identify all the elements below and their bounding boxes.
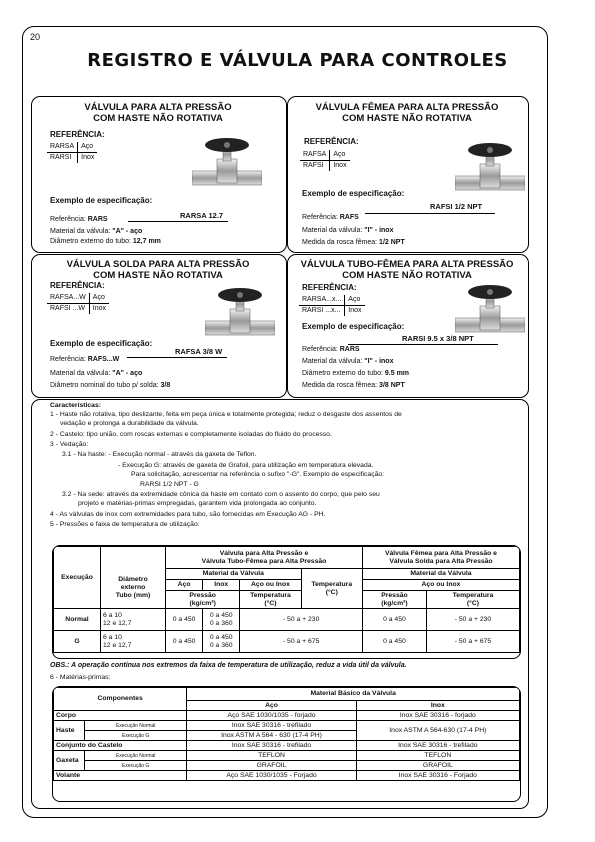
table-row: Haste Execução Normal Inox SAE 30316 - trefilado Inox ASTM A 564-630 (17-4 PH) — [54, 721, 520, 731]
box4-line-2: Material da válvula: "I" - inox — [302, 358, 394, 365]
box4-code: RARSI 9.5 x 3/8 NPT — [402, 334, 474, 343]
box2-line-3: Medida da rosca fêmea: 1/2 NPT — [302, 239, 405, 246]
box1-ref-table: RARSA Aço RARSI Inox — [47, 142, 97, 163]
materials-table: Componentes Material Básico da Válvula Aço Inox Corpo Aço SAE 1030/1035 - forjado Inox SAE 30316 - forjado Haste Execução Normal Inox SAE 30316 - trefilado Inox ASTM A 564-630 (17-4 PH) Execução G Inox ASTM A 564 - 630 (17-4 PH) Conjunto do Castelo Inox SAE 30316 - trefilado Inox SAE 30316 - trefilado Gaxeta Execução Normal TEFLON TEFLON Execução G GRAFOIL GRAFOIL Volante Aço SAE 1030/1035 - Forjado Inox SAE 30316 - Forjado — [52, 686, 521, 802]
char-line: 3 - Vedação: — [50, 441, 89, 448]
box3-ref-table: RAFSA...W Aço RAFSI ...W Inox — [47, 293, 109, 314]
box1-ref-label: REFERÊNCIA: — [50, 130, 105, 139]
char-line: 5 - Pressões e faixa de temperatura de utilização: — [50, 521, 200, 528]
char-line: 1 - Haste não rotativa, tipo deslizante, feita em peça única e totalmente protegida; reduz o desgaste dos assentos de — [50, 411, 402, 418]
pressure-table: Execução Válvula para Alta Pressão e Válvula Tubo-Fêmea para Alta Pressão Válvula Fêmea para Alta Pressão e Válvula Solda para Alta Pressão Diâmetro externo Tubo (mm) Material da Válvula Temperatura (°C) Material da Válvula Aço Inox Aço ou Inox Aço ou Inox Pressão (kg/cm²) Temperatura (°C) Pressão (kg/cm²) Temperatura (°C) Normal 6 a 10 12 e 12,7 0 a 450 0 a 450 0 a 360 - 50 a + 230 0 a 450 - 50 a + 230 G 6 a 10 12 e 12,7 0 a 450 0 a 450 0 a 360 - 50 a + 675 0 a 450 - 50 a + 675 — [52, 545, 521, 659]
char-line: 2 - Castelo: tipo união, com roscas externas e completamente isoladas do fluido do processo. — [50, 431, 332, 438]
box2-spec-label: Exemplo de especificação: — [302, 189, 405, 198]
char-line: RARSI 1/2 NPT - G — [140, 481, 199, 488]
char-line: vedação e prolonga a durabilidade da válvula. — [60, 420, 199, 427]
box1-title: VÁLVULA PARA ALTA PRESSÃO COM HASTE NÃO ROTATIVA — [84, 102, 232, 124]
box4-line-4: Medida da rosca fêmea: 3/8 NPT — [302, 382, 405, 389]
valve-image — [455, 282, 525, 337]
table-row: Corpo Aço SAE 1030/1035 - forjado Inox SAE 30316 - forjado — [54, 711, 520, 721]
box4-line-1: Referência: RARS — [302, 346, 360, 353]
page-number: 20 — [30, 32, 41, 42]
box3-ref-label: REFERÊNCIA: — [50, 281, 105, 290]
box2-line-1: Referência: RAFS — [302, 214, 359, 221]
box4-ref-table: RARSA...x... Aço RARSI ...x... Inox — [299, 295, 365, 316]
box3-title: VÁLVULA SOLDA PARA ALTA PRESSÃO COM HASTE NÃO ROTATIVA — [66, 259, 250, 281]
box4-ref-label: REFERÊNCIA: — [302, 283, 357, 292]
box2-title: VÁLVULA FÊMEA PARA ALTA PRESSÃO COM HASTE NÃO ROTATIVA — [315, 102, 499, 124]
char-line: 4 - As válvulas de inox com extremidades para tubo, são fornecidas em Execução AG - PH. — [50, 511, 326, 518]
char-line: 3.2 - Na sede: através da extremidade cônica da haste em contato com o assento do corpo, que pelo seu — [62, 491, 380, 498]
box4-line-3: Diâmetro externo do tubo: 9.5 mm — [302, 370, 410, 377]
char-line: 3.1 - Na haste: - Execução normal - através da gaxeta de Teflon. — [62, 451, 257, 458]
box2-line-2: Material da válvula: "I" - inox — [302, 227, 394, 234]
table-row: Gaxeta Execução Normal TEFLON TEFLON — [54, 751, 520, 761]
valve-image — [205, 285, 275, 340]
box1-line-1: Referência: RARS — [50, 216, 108, 223]
box2-code: RAFSI 1/2 NPT — [430, 202, 483, 211]
box1-line-3: Diâmetro externo do tubo: 12,7 mm — [50, 238, 161, 245]
box1-spec-label: Exemplo de especificação: — [50, 196, 153, 205]
table-row: Volante Aço SAE 1030/1035 - Forjado Inox SAE 30316 - Forjado — [54, 771, 520, 781]
table-row: Conjunto do Castelo Inox SAE 30316 - trefilado Inox SAE 30316 - trefilado — [54, 741, 520, 751]
box3-code: RAFSA 3/8 W — [175, 347, 223, 356]
table-row: Normal 6 a 10 12 e 12,7 0 a 450 0 a 450 0 a 360 - 50 a + 230 0 a 450 - 50 a + 230 — [54, 609, 520, 631]
char-line: - Execução G: através de gaxeta de Grafoil, para utilização em temperatura elevada. — [118, 462, 374, 469]
materials-heading: 6 - Matérias-primas: — [50, 674, 111, 681]
box4-spec-label: Exemplo de especificação: — [302, 322, 405, 331]
characteristics-heading: Características: — [50, 402, 102, 409]
page-title: REGISTRO E VÁLVULA PARA CONTROLES — [87, 50, 508, 71]
box3-spec-label: Exemplo de especificação: — [50, 339, 153, 348]
valve-image — [192, 135, 262, 190]
box1-line-2: Material da válvula: "A" - aço — [50, 228, 143, 235]
box4-title: VÁLVULA TUBO-FÊMEA PARA ALTA PRESSÃO COM HASTE NÃO ROTATIVA — [300, 259, 514, 281]
char-line: Para solicitação, acrescentar na referência o sufixo "-G". Exemplo de especificação: — [131, 471, 385, 478]
char-line: projeto e matérias-primas empregadas, garantem vida prolongada ao conjunto. — [78, 500, 317, 507]
table-row: G 6 a 10 12 e 12,7 0 a 450 0 a 450 0 a 360 - 50 a + 675 0 a 450 - 50 a + 675 — [54, 631, 520, 653]
box2-ref-table: RAFSA Aço RAFSI Inox — [300, 150, 350, 171]
box3-line-2: Material da válvula: "A" - aço — [50, 370, 143, 377]
box1-code: RARSA 12.7 — [180, 211, 224, 220]
box3-line-3: Diâmetro nominal do tubo p/ solda: 3/8 — [50, 382, 171, 389]
obs-note: OBS.: A operação contínua nos extremos da faixa de temperatura de utilização, reduz a vida útil da válvula. — [50, 662, 407, 669]
valve-image — [455, 140, 525, 195]
box3-line-1: Referência: RAFS...W — [50, 356, 120, 363]
box2-ref-label: REFERÊNCIA: — [304, 137, 359, 146]
